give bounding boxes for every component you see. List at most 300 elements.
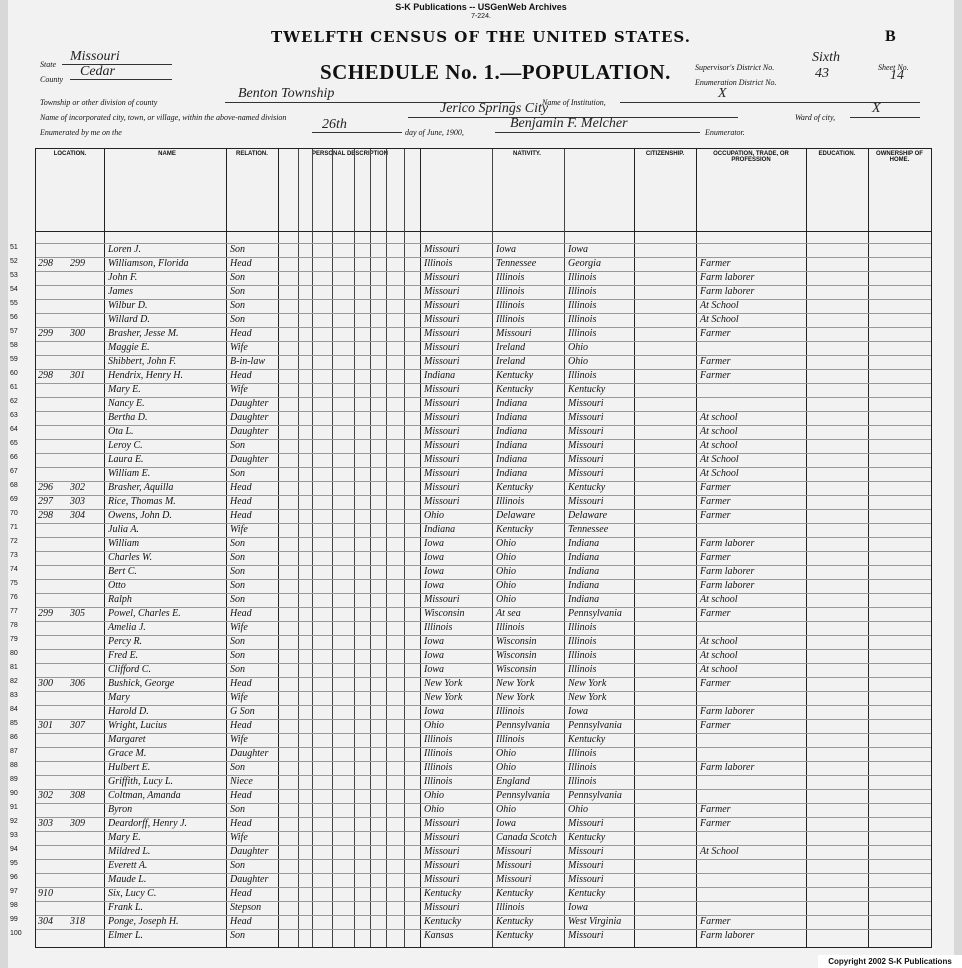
- cell-fbp: Kentucky: [496, 482, 534, 493]
- cell-lnum: 65: [10, 440, 18, 447]
- cell-bp: Iowa: [424, 650, 444, 661]
- cell-occ: Farm laborer: [700, 286, 755, 297]
- cell-fbp: Illinois: [496, 706, 525, 717]
- cell-bp: Kentucky: [424, 888, 462, 899]
- county-label: County: [40, 75, 64, 84]
- cell-rel: Son: [230, 244, 245, 255]
- cell-mbp: Pennsylvania: [568, 608, 622, 619]
- cell-bp: Iowa: [424, 664, 444, 675]
- cell-mbp: Indiana: [568, 552, 600, 563]
- cell-bp: Missouri: [424, 468, 460, 479]
- cell-mbp: Iowa: [568, 244, 588, 255]
- cell-rel: Head: [230, 328, 252, 339]
- cell-occ: At School: [700, 468, 739, 479]
- cell-rel: Head: [230, 678, 252, 689]
- section-relation: RELATION.: [236, 151, 268, 157]
- cell-occ: Farm laborer: [700, 762, 755, 773]
- cell-bp: Illinois: [424, 734, 453, 745]
- cell-mbp: Iowa: [568, 902, 588, 913]
- cell-lnum: 71: [10, 524, 18, 531]
- cell-name: Maude L.: [108, 874, 147, 885]
- cell-mbp: Indiana: [568, 538, 600, 549]
- cell-name: Hulbert E.: [108, 762, 151, 773]
- cell-dw: 298: [38, 370, 53, 381]
- cell-bp: Missouri: [424, 272, 460, 283]
- cell-lnum: 88: [10, 762, 18, 769]
- cell-mbp: Missouri: [568, 454, 604, 465]
- cell-occ: Farmer: [700, 678, 731, 689]
- cell-lnum: 99: [10, 916, 18, 923]
- cell-occ: Farmer: [700, 552, 731, 563]
- cell-name: Hendrix, Henry H.: [108, 370, 183, 381]
- cell-lnum: 67: [10, 468, 18, 475]
- cell-rel: Niece: [230, 776, 253, 787]
- schedule-title: SCHEDULE No. 1.—POPULATION.: [320, 60, 671, 84]
- cell-bp: Missouri: [424, 384, 460, 395]
- cell-name: Percy R.: [108, 636, 143, 647]
- cell-occ: Farmer: [700, 356, 731, 367]
- cell-rel: Head: [230, 720, 252, 731]
- cell-fam: 304: [70, 510, 85, 521]
- cell-name: Coltman, Amanda: [108, 790, 181, 801]
- cell-lnum: 84: [10, 706, 18, 713]
- cell-rel: Son: [230, 636, 245, 647]
- section-location: LOCATION.: [53, 151, 87, 157]
- table-row: [10, 621, 931, 636]
- cell-bp: Ohio: [424, 510, 444, 521]
- cell-rel: Head: [230, 496, 252, 507]
- cell-fbp: Tennessee: [496, 258, 537, 269]
- cell-bp: Missouri: [424, 832, 460, 843]
- cell-mbp: Illinois: [568, 286, 597, 297]
- cell-lnum: 66: [10, 454, 18, 461]
- table-row: [10, 607, 931, 622]
- cell-fbp: Indiana: [496, 398, 528, 409]
- cell-rel: Son: [230, 468, 245, 479]
- cell-occ: At school: [700, 594, 738, 605]
- table-row: [10, 481, 931, 496]
- cell-occ: At school: [700, 650, 738, 661]
- cell-mbp: Georgia: [568, 258, 601, 269]
- cell-bp: Missouri: [424, 496, 460, 507]
- cell-name: Byron: [108, 804, 133, 815]
- cell-bp: Missouri: [424, 286, 460, 297]
- cell-lnum: 82: [10, 678, 18, 685]
- cell-lnum: 85: [10, 720, 18, 727]
- cell-rel: Son: [230, 566, 245, 577]
- cell-mbp: Missouri: [568, 426, 604, 437]
- cell-rel: Daughter: [230, 412, 269, 423]
- cell-fbp: Missouri: [496, 874, 532, 885]
- cell-lnum: 81: [10, 664, 18, 671]
- cell-fbp: Missouri: [496, 846, 532, 857]
- table-row: [10, 761, 931, 776]
- cell-bp: New York: [424, 678, 463, 689]
- cell-rel: Wife: [230, 692, 248, 703]
- table-row: [10, 411, 931, 426]
- cell-fbp: Ireland: [496, 356, 526, 367]
- cell-lnum: 92: [10, 818, 18, 825]
- table-row: [10, 257, 931, 272]
- cell-bp: Missouri: [424, 902, 460, 913]
- cell-bp: Illinois: [424, 762, 453, 773]
- cell-bp: Kansas: [424, 930, 454, 941]
- cell-fbp: Indiana: [496, 468, 528, 479]
- table-row: [10, 579, 931, 594]
- section-education: EDUCATION.: [818, 151, 856, 157]
- cell-fbp: New York: [496, 678, 535, 689]
- cell-mbp: Missouri: [568, 468, 604, 479]
- cell-lnum: 57: [10, 328, 18, 335]
- schedule-letter: B: [885, 28, 896, 45]
- cell-occ: Farmer: [700, 328, 731, 339]
- cell-fbp: New York: [496, 692, 535, 703]
- cell-fam: 308: [70, 790, 85, 801]
- incorporated-label: Name of incorporated city, town, or village, within the above-named division: [40, 113, 287, 122]
- cell-dw: 299: [38, 608, 53, 619]
- cell-fbp: England: [496, 776, 530, 787]
- cell-bp: Missouri: [424, 328, 460, 339]
- cell-name: Mary E.: [108, 384, 141, 395]
- table-row: [10, 453, 931, 468]
- cell-fam: 299: [70, 258, 85, 269]
- cell-occ: At school: [700, 664, 738, 675]
- cell-lnum: 89: [10, 776, 18, 783]
- cell-bp: Missouri: [424, 874, 460, 885]
- cell-rel: Wife: [230, 524, 248, 535]
- cell-fam: 305: [70, 608, 85, 619]
- cell-rel: Head: [230, 608, 252, 619]
- cell-lnum: 91: [10, 804, 18, 811]
- cell-name: Six, Lucy C.: [108, 888, 157, 899]
- cell-bp: Ohio: [424, 720, 444, 731]
- table-row: [10, 271, 931, 286]
- cell-mbp: Illinois: [568, 636, 597, 647]
- cell-bp: Missouri: [424, 356, 460, 367]
- cell-fam: 318: [70, 916, 85, 927]
- cell-fbp: Ohio: [496, 748, 516, 759]
- cell-fbp: Illinois: [496, 496, 525, 507]
- cell-rel: Head: [230, 510, 252, 521]
- cell-mbp: Delaware: [568, 510, 608, 521]
- cell-lnum: 51: [10, 244, 18, 251]
- cell-bp: Kentucky: [424, 916, 462, 927]
- cell-name: Bertha D.: [108, 412, 148, 423]
- cell-bp: Iowa: [424, 566, 444, 577]
- cell-fbp: Indiana: [496, 440, 528, 451]
- cell-rel: Wife: [230, 342, 248, 353]
- cell-lnum: 75: [10, 580, 18, 587]
- cell-fbp: Indiana: [496, 412, 528, 423]
- cell-name: Ponge, Joseph H.: [108, 916, 179, 927]
- cell-name: Wright, Lucius: [108, 720, 167, 731]
- cell-bp: Missouri: [424, 818, 460, 829]
- cell-mbp: Tennessee: [568, 524, 609, 535]
- cell-mbp: Indiana: [568, 580, 600, 591]
- cell-occ: Farmer: [700, 482, 731, 493]
- cell-lnum: 95: [10, 860, 18, 867]
- cell-bp: Illinois: [424, 258, 453, 269]
- cell-occ: Farm laborer: [700, 566, 755, 577]
- cell-mbp: Missouri: [568, 930, 604, 941]
- cell-name: Frank L.: [108, 902, 143, 913]
- sheet-label: Sheet No.: [878, 63, 909, 72]
- cell-bp: Missouri: [424, 300, 460, 311]
- cell-name: Willard D.: [108, 314, 150, 325]
- cell-name: Amelia J.: [108, 622, 146, 633]
- cell-fbp: Illinois: [496, 622, 525, 633]
- table-row: [10, 635, 931, 650]
- cell-bp: Missouri: [424, 398, 460, 409]
- cell-rel: Stepson: [230, 902, 262, 913]
- cell-bp: Illinois: [424, 776, 453, 787]
- cell-fbp: Ohio: [496, 552, 516, 563]
- cell-lnum: 87: [10, 748, 18, 755]
- cell-fbp: Iowa: [496, 244, 516, 255]
- cell-mbp: New York: [568, 692, 607, 703]
- cell-occ: Farm laborer: [700, 538, 755, 549]
- cell-rel: Head: [230, 790, 252, 801]
- cell-lnum: 76: [10, 594, 18, 601]
- cell-name: Everett A.: [108, 860, 148, 871]
- cell-occ: Farm laborer: [700, 706, 755, 717]
- cell-mbp: Missouri: [568, 412, 604, 423]
- cell-lnum: 96: [10, 874, 18, 881]
- cell-rel: Son: [230, 580, 245, 591]
- cell-fbp: Iowa: [496, 818, 516, 829]
- table-row: [10, 425, 931, 440]
- cell-rel: Wife: [230, 832, 248, 843]
- cell-name: Mary E.: [108, 832, 141, 843]
- cell-lnum: 86: [10, 734, 18, 741]
- cell-mbp: Illinois: [568, 314, 597, 325]
- cell-rel: Daughter: [230, 846, 269, 857]
- section-name: NAME: [158, 151, 176, 157]
- cell-rel: Wife: [230, 384, 248, 395]
- cell-fbp: Kentucky: [496, 888, 534, 899]
- cell-rel: Wife: [230, 734, 248, 745]
- cell-bp: Missouri: [424, 412, 460, 423]
- cell-occ: At School: [700, 314, 739, 325]
- cell-name: Bushick, George: [108, 678, 175, 689]
- cell-fbp: Illinois: [496, 272, 525, 283]
- cell-fbp: Wisconsin: [496, 636, 537, 647]
- cell-occ: At School: [700, 300, 739, 311]
- table-row: [10, 383, 931, 398]
- section-occupation: OCCUPATION, TRADE, OR PROFESSION: [713, 151, 789, 163]
- cell-bp: Missouri: [424, 860, 460, 871]
- day-of-label: day of June, 1900,: [405, 128, 464, 137]
- cell-bp: Missouri: [424, 454, 460, 465]
- cell-occ: Farmer: [700, 510, 731, 521]
- institution-value: X: [718, 86, 727, 101]
- cell-bp: Indiana: [424, 370, 456, 381]
- cell-name: James: [108, 286, 133, 297]
- cell-name: Margaret: [108, 734, 146, 745]
- cell-lnum: 61: [10, 384, 18, 391]
- cell-name: Owens, John D.: [108, 510, 172, 521]
- table-row: [10, 845, 931, 860]
- cell-name: Mildred L.: [108, 846, 151, 857]
- cell-bp: Missouri: [424, 426, 460, 437]
- cell-name: Brasher, Jesse M.: [108, 328, 179, 339]
- cell-name: Otto: [108, 580, 126, 591]
- cell-bp: Wisconsin: [424, 608, 465, 619]
- cell-rel: G Son: [230, 706, 255, 717]
- cell-name: Elmer L.: [108, 930, 143, 941]
- cell-mbp: New York: [568, 678, 607, 689]
- cell-bp: Iowa: [424, 706, 444, 717]
- cell-name: Maggie E.: [108, 342, 150, 353]
- cell-fbp: Wisconsin: [496, 650, 537, 661]
- cell-fbp: Ohio: [496, 538, 516, 549]
- cell-mbp: Illinois: [568, 300, 597, 311]
- cell-fbp: Ohio: [496, 580, 516, 591]
- cell-dw: 299: [38, 328, 53, 339]
- cell-rel: Daughter: [230, 748, 269, 759]
- cell-rel: Son: [230, 762, 245, 773]
- incorporated-value: Jerico Springs City: [440, 101, 549, 116]
- enumerated-label: Enumerated by me on the: [40, 128, 122, 137]
- cell-fbp: Ohio: [496, 594, 516, 605]
- cell-fam: 306: [70, 678, 85, 689]
- cell-rel: Head: [230, 258, 252, 269]
- cell-mbp: Missouri: [568, 818, 604, 829]
- cell-bp: Missouri: [424, 482, 460, 493]
- cell-mbp: Illinois: [568, 762, 597, 773]
- cell-dw: 300: [38, 678, 53, 689]
- table-row: [10, 859, 931, 874]
- township-value: Benton Township: [238, 86, 335, 101]
- cell-fam: 307: [70, 720, 85, 731]
- cell-fbp: Missouri: [496, 860, 532, 871]
- cell-lnum: 90: [10, 790, 18, 797]
- cell-rel: Head: [230, 482, 252, 493]
- cell-name: Shibbert, John F.: [108, 356, 177, 367]
- day-value: 26th: [322, 117, 347, 132]
- cell-mbp: Illinois: [568, 622, 597, 633]
- section-nativity: NATIVITY.: [513, 151, 541, 157]
- cell-rel: Head: [230, 888, 252, 899]
- cell-name: Leroy C.: [108, 440, 143, 451]
- cell-lnum: 52: [10, 258, 18, 265]
- cell-fbp: Illinois: [496, 300, 525, 311]
- cell-mbp: Illinois: [568, 776, 597, 787]
- cell-mbp: Ohio: [568, 804, 588, 815]
- table-row: [10, 467, 931, 482]
- cell-dw: 297: [38, 496, 53, 507]
- cell-occ: Farm laborer: [700, 930, 755, 941]
- table-row: [10, 509, 931, 524]
- cell-name: Deardorff, Henry J.: [108, 818, 188, 829]
- table-row: [10, 551, 931, 566]
- table-row: [10, 439, 931, 454]
- cell-fbp: Ohio: [496, 762, 516, 773]
- cell-name: Bert C.: [108, 566, 137, 577]
- cell-bp: Missouri: [424, 314, 460, 325]
- cell-bp: Ohio: [424, 790, 444, 801]
- table-row: [10, 523, 931, 538]
- cell-lnum: 94: [10, 846, 18, 853]
- cell-fbp: Missouri: [496, 328, 532, 339]
- cell-mbp: Illinois: [568, 650, 597, 661]
- table-row: [10, 747, 931, 762]
- cell-rel: Son: [230, 664, 245, 675]
- cell-fam: 301: [70, 370, 85, 381]
- table-row: [10, 369, 931, 384]
- cell-name: John F.: [108, 272, 138, 283]
- cell-bp: Illinois: [424, 622, 453, 633]
- table-row: [10, 677, 931, 692]
- cell-mbp: Illinois: [568, 664, 597, 675]
- cell-mbp: Ohio: [568, 342, 588, 353]
- cell-occ: Farmer: [700, 608, 731, 619]
- cell-fbp: Indiana: [496, 454, 528, 465]
- cell-dw: 296: [38, 482, 53, 493]
- table-row: [10, 705, 931, 720]
- cell-occ: Farmer: [700, 818, 731, 829]
- cell-mbp: Kentucky: [568, 888, 606, 899]
- cell-lnum: 74: [10, 566, 18, 573]
- cell-lnum: 70: [10, 510, 18, 517]
- table-row: [10, 593, 931, 608]
- cell-lnum: 68: [10, 482, 18, 489]
- cell-name: Mary: [108, 692, 130, 703]
- cell-fbp: Ohio: [496, 566, 516, 577]
- cell-fam: 303: [70, 496, 85, 507]
- cell-occ: At school: [700, 412, 738, 423]
- cell-bp: Iowa: [424, 580, 444, 591]
- sheet-value: 14: [890, 68, 904, 83]
- cell-dw: 304: [38, 916, 53, 927]
- cell-bp: Ohio: [424, 804, 444, 815]
- cell-rel: Son: [230, 552, 245, 563]
- cell-lnum: 78: [10, 622, 18, 629]
- cell-name: Clifford C.: [108, 664, 151, 675]
- cell-mbp: Ohio: [568, 356, 588, 367]
- cell-rel: Daughter: [230, 426, 269, 437]
- cell-rel: Head: [230, 370, 252, 381]
- table-header: [36, 149, 931, 232]
- cell-mbp: Iowa: [568, 706, 588, 717]
- cell-name: Grace M.: [108, 748, 147, 759]
- cell-lnum: 97: [10, 888, 18, 895]
- cell-mbp: Missouri: [568, 860, 604, 871]
- table-row: [10, 663, 931, 678]
- cell-lnum: 64: [10, 426, 18, 433]
- cell-occ: Farm laborer: [700, 272, 755, 283]
- cell-lnum: 54: [10, 286, 18, 293]
- table-row: [10, 817, 931, 832]
- cell-occ: Farmer: [700, 258, 731, 269]
- cell-fbp: Pennsylvania: [496, 720, 550, 731]
- cell-fbp: Kentucky: [496, 370, 534, 381]
- cell-bp: Illinois: [424, 748, 453, 759]
- enumerator-value: Benjamin F. Melcher: [510, 116, 628, 131]
- cell-name: Brasher, Aquilla: [108, 482, 174, 493]
- cell-fbp: Wisconsin: [496, 664, 537, 675]
- cell-dw: 298: [38, 510, 53, 521]
- section-citizenship: CITIZENSHIP.: [645, 151, 685, 157]
- cell-lnum: 77: [10, 608, 18, 615]
- cell-bp: Iowa: [424, 636, 444, 647]
- cell-occ: Farmer: [700, 496, 731, 507]
- cell-mbp: Missouri: [568, 496, 604, 507]
- cell-lnum: 79: [10, 636, 18, 643]
- cell-dw: 303: [38, 818, 53, 829]
- table-row: [10, 887, 931, 902]
- cell-rel: Head: [230, 916, 252, 927]
